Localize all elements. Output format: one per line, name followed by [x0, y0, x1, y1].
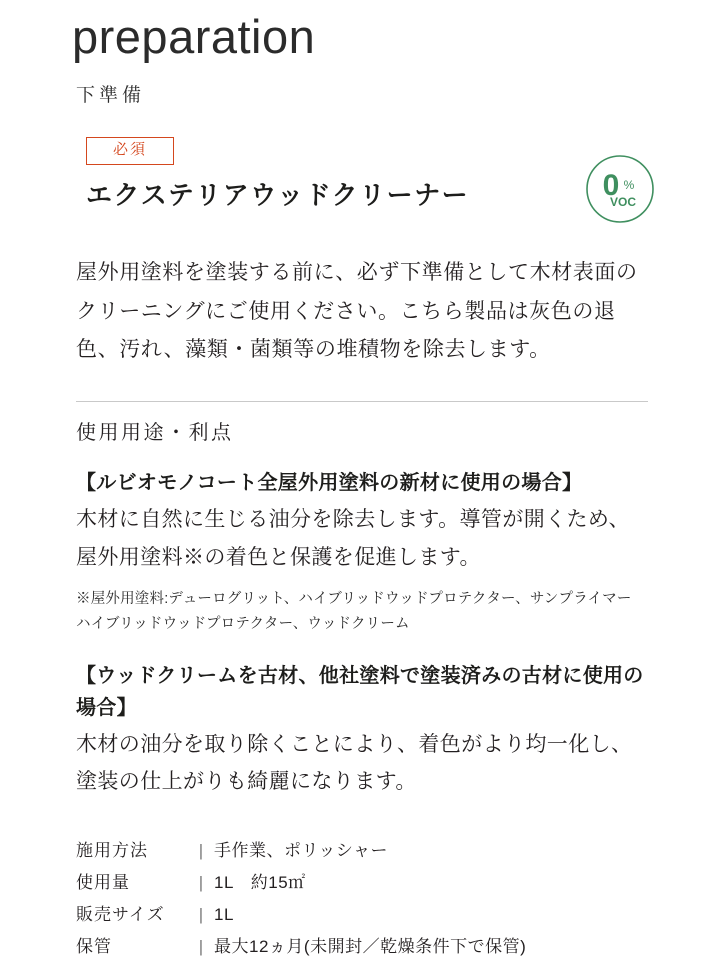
section-uses-benefits — [72, 401, 648, 445]
page-title-en: preparation — [72, 10, 316, 63]
badge-row — [72, 137, 648, 165]
lead-paragraph: 屋外用塗料を塗装する前に、必ず下準備として木材表面のクリーニングにご使用ください。こちら製品は灰色の退色、汚れ、藻類・菌類等の堆積物を除去します。 — [76, 259, 638, 362]
spec-label: 保管 — [76, 937, 112, 957]
block-footnote: ※屋外用塗料:デューログリット、ハイブリッドウッドプロテクター、サンプライマーハイブリッドウッドプロテクター、ウッドクリーム — [76, 590, 632, 633]
spec-separator: | — [198, 873, 204, 893]
spec-value: 最大12ヵ月(未開封／乾燥条件下で保管) — [214, 937, 527, 957]
content-block — [72, 467, 648, 637]
table-row — [72, 835, 526, 867]
section-title: 使用用途・利点 — [76, 422, 234, 445]
table-row — [72, 867, 526, 899]
spec-table — [72, 835, 526, 963]
content-block — [72, 660, 648, 802]
spec-separator: | — [198, 841, 204, 861]
svg-text:0: 0 — [602, 168, 620, 202]
table-row — [72, 931, 526, 963]
block-body: 木材に自然に生じる油分を除去します。導管が開くため、屋外用塗料※の着色と保護を促進します。 — [76, 507, 630, 570]
spec-label: 施用方法 — [76, 841, 148, 861]
section-divider — [76, 401, 648, 402]
spec-separator: | — [198, 905, 204, 925]
zero-voc-seal-icon — [584, 153, 656, 225]
table-row — [72, 899, 526, 931]
block-body: 木材の油分を取り除くことにより、着色がより均一化し、塗装の仕上がりも綺麗になります。 — [76, 731, 633, 794]
spec-label: 使用量 — [76, 873, 130, 893]
product-name: エクステリアウッドクリーナー — [86, 179, 470, 210]
svg-text:%: % — [623, 177, 635, 192]
block-heading: 【ウッドクリームを古材、他社塗料で塗装済みの古材に使用の場合】 — [76, 664, 644, 719]
block-heading: 【ルビオモノコート全屋外用塗料の新材に使用の場合】 — [76, 472, 583, 495]
spec-label: 販売サイズ — [76, 905, 165, 925]
spec-value: 1L — [214, 905, 234, 925]
svg-text:VOC: VOC — [609, 194, 637, 209]
spec-separator: | — [198, 937, 204, 957]
status-badge: 必須 — [86, 137, 174, 165]
spec-value: 1L 約15㎡ — [214, 873, 306, 893]
product-row — [72, 168, 648, 231]
page-title-ja: 下準備 — [76, 85, 146, 107]
spec-value: 手作業、ポリッシャー — [214, 841, 388, 861]
